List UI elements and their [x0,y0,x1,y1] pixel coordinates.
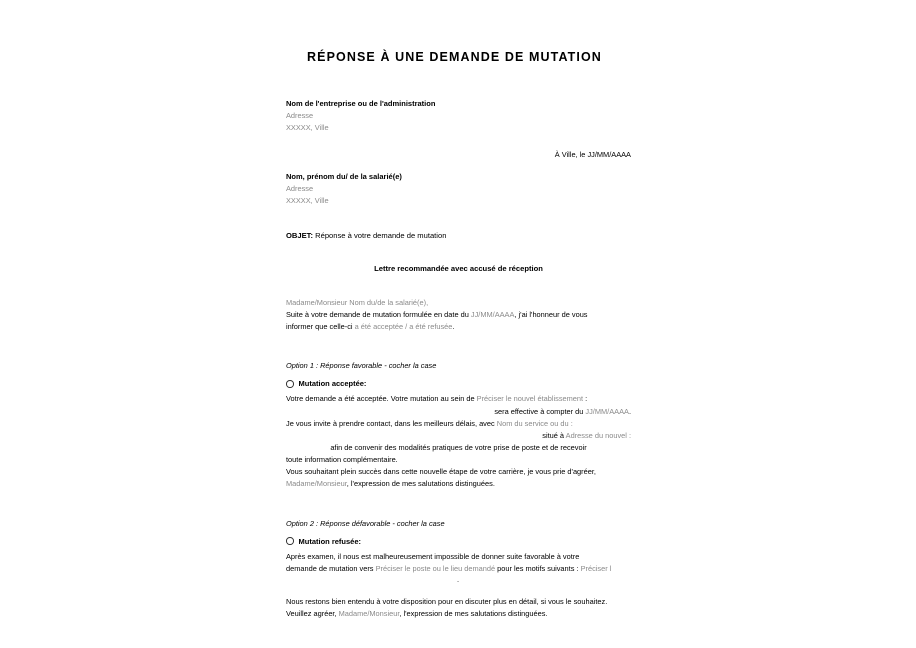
radio-icon-accepted[interactable] [286,380,294,388]
recipient-name: Nom, prénom du/ de la salarié(e) [286,172,402,182]
option1-paragraph-7: Vous souhaitant plein succès dans cette nouvelle étape de votre carrière, je vous prie d'agréer, [286,467,596,477]
intro-paragraph [286,309,631,333]
opt1-p2-placeholder: JJ/MM/AAAA [585,406,629,416]
opt1-p4-part1: situé à [542,430,566,440]
objet-line [286,231,631,240]
opt2-p4-placeholder: Madame/Monsieur [338,609,400,619]
document-content [286,50,631,620]
objet-text: Réponse à votre demande de mutation [313,231,447,241]
opt1-p4-placeholder: Adresse du nouvel : [565,430,631,440]
intro-part2: , j'ai l'honneur de vous [514,310,588,320]
sender-block [286,98,631,134]
opt1-p1-part1: Votre demande a été acceptée. Votre mutation au sein de [286,394,477,404]
page-title: RÉPONSE À UNE DEMANDE DE MUTATION [307,50,602,64]
sender-name: Nom de l'entreprise ou de l'administration [286,99,436,108]
option1-paragraph-8 [286,478,631,490]
opt1-p1-placeholder: Préciser le nouvel établissement [476,394,584,404]
sender-city: XXXXX, Ville [286,123,329,133]
objet-label: OBJET: [286,231,314,241]
option2-paragraph-1: Après examen, il nous est malheureusement impossible de donner suite favorable à votre [286,551,580,561]
recipient-address: Adresse [286,184,314,194]
sender-address: Adresse [286,111,314,121]
option2-radio-row[interactable] [286,537,631,546]
option1-paragraph-6: toute information complémentaire. [286,455,398,465]
date-line: À Ville, le JJ/MM/AAAA [554,150,631,160]
option1-radio-row[interactable] [286,379,631,388]
opt1-p2-part1: sera effective à compter du [494,406,586,416]
opt2-p2-placeholder2: Préciser l [580,563,612,573]
option2-heading: Option 2 : Réponse défavorable - cocher la case [286,518,445,528]
option1-paragraph-2 [286,406,631,418]
opt1-p2-part2: . [628,406,631,416]
option1-paragraph-4 [286,430,631,442]
opt2-p4-part2: , l'expression de mes salutations distinguées. [399,609,548,619]
option1-paragraph-5: afin de convenir des modalités pratiques de votre prise de poste et de recevoir [330,443,587,453]
option1-paragraph-1 [286,393,631,405]
option1-radio-label: Mutation acceptée: [298,379,367,389]
opt1-p1-part2: : [583,394,588,404]
option1-paragraph-3 [286,418,631,430]
intro-part1: Suite à votre demande de mutation formulée en date du [286,310,471,320]
opt1-p8-placeholder: Madame/Monsieur [286,479,347,489]
registered-mail-note: Lettre recommandée avec accusé de réception [374,264,543,274]
opt1-p3-part1: Je vous invite à prendre contact, dans les meilleurs délais, avec [286,418,497,428]
recipient-block [286,171,631,207]
salutation: Madame/Monsieur Nom du/de la salarié(e), [286,298,429,308]
intro-part3: informer que celle-ci [286,322,355,332]
opt1-p3-placeholder: Nom du service ou du : [496,418,573,428]
option2-paragraph-3: Nous restons bien entendu à votre disposition pour en discuter plus en détail, si vous le souhaitez. [286,596,608,606]
opt2-p2-placeholder: Préciser le poste ou le lieu demandé [375,563,496,573]
option2-paragraph-2 [286,563,631,575]
option2-radio-label: Mutation refusée: [298,536,362,546]
opt2-p2-part2: pour les motifs suivants : [495,563,581,573]
recipient-city: XXXXX, Ville [286,196,329,206]
opt1-p8-part2: , l'expression de mes salutations distinguées. [346,479,495,489]
radio-icon-refused[interactable] [286,537,294,545]
intro-placeholder-date: JJ/MM/AAAA [470,310,515,320]
opt2-p4-part1: Veuillez agréer, [286,609,339,619]
intro-placeholder-decision: a été acceptée / a été refusée [354,322,453,332]
option2-paragraph-4 [286,608,631,620]
option1-heading: Option 1 : Réponse favorable - cocher la case [286,361,437,371]
option2-dots: . [456,574,461,584]
opt2-p2-part1: demande de mutation vers [286,563,376,573]
intro-part4: . [452,322,455,332]
